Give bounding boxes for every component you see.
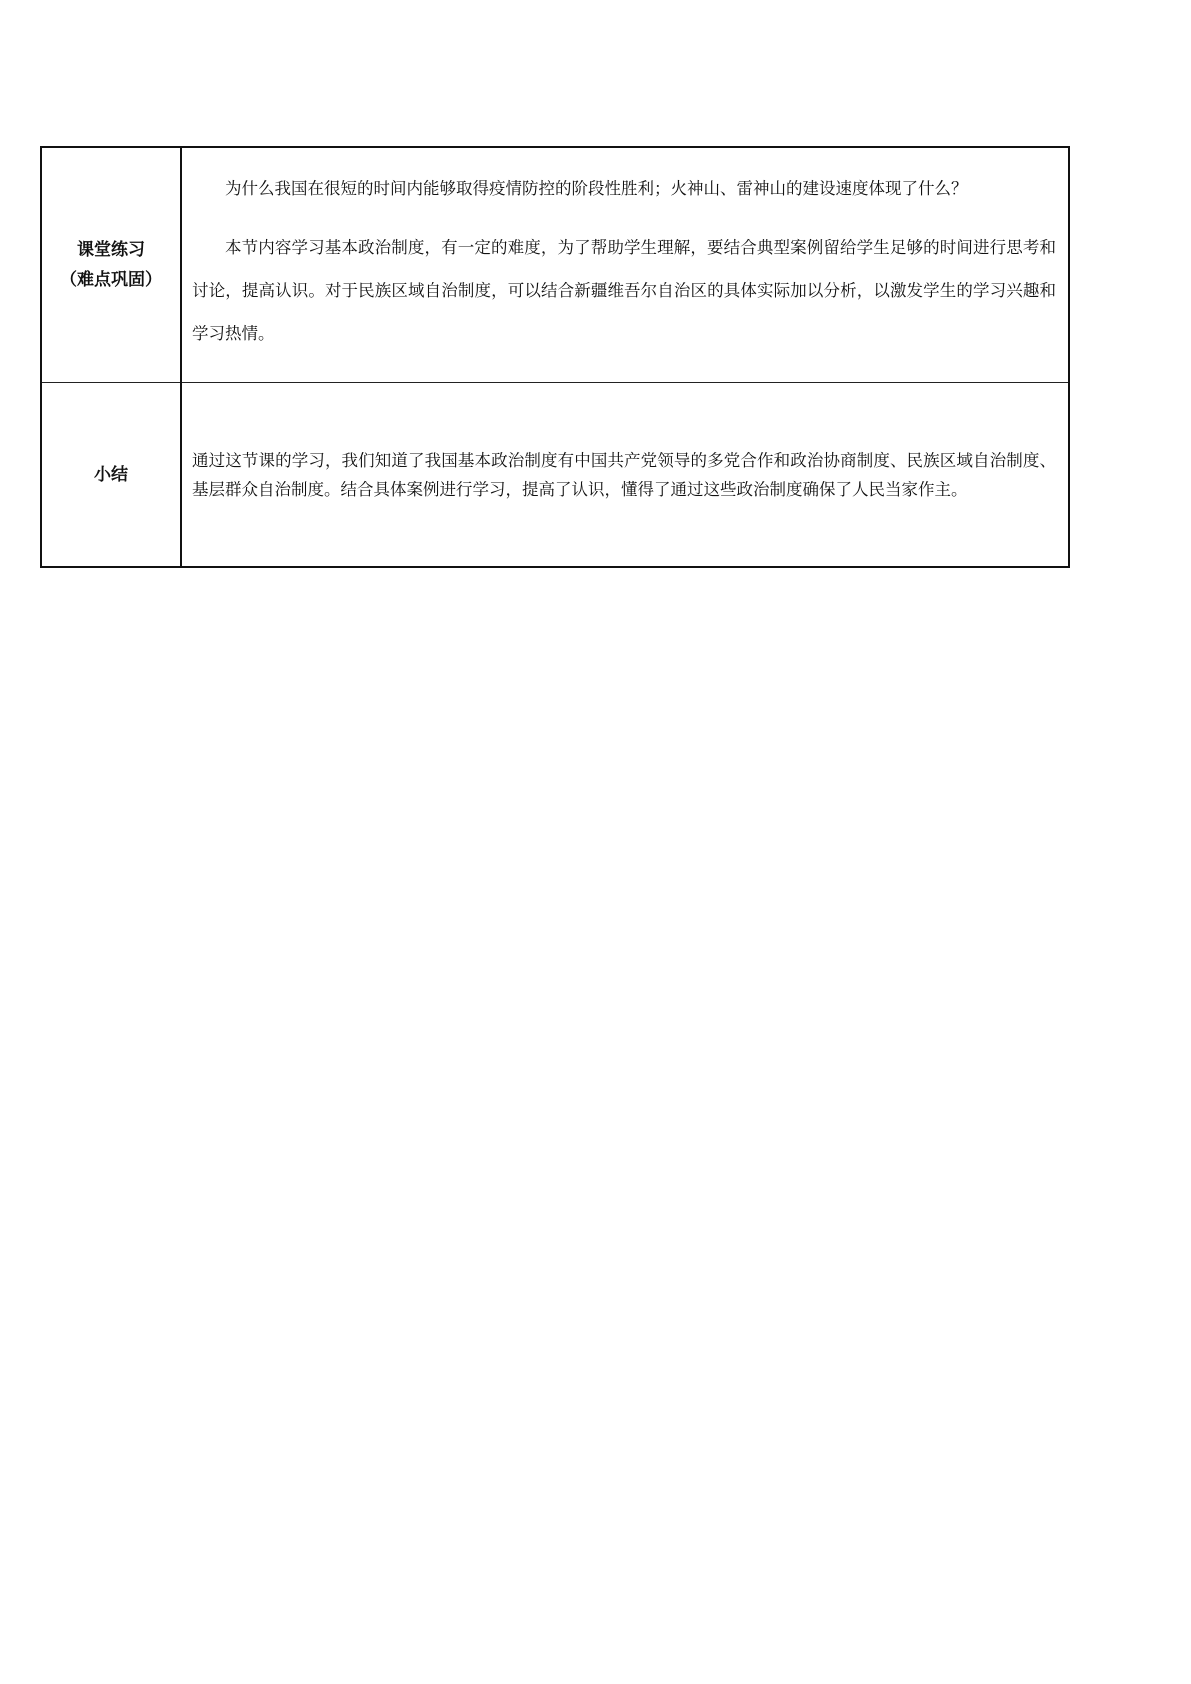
row-label-summary	[41, 383, 181, 568]
table-row-summary	[41, 383, 1069, 568]
row-label-title: 课堂练习	[77, 240, 145, 260]
row-content-summary	[181, 383, 1069, 568]
exercise-question-paragraph: 为什么我国在很短的时间内能够取得疫情防控的阶段性胜利；火神山、雷神山的建设速度体现了什么？	[225, 179, 968, 198]
row-label-classroom-exercise	[41, 147, 181, 383]
table-row-classroom-exercise	[41, 147, 1069, 383]
row-label-subtitle: （难点巩固）	[60, 270, 162, 290]
row-content-classroom-exercise	[181, 147, 1069, 383]
summary-paragraph: 通过这节课的学习，我们知道了我国基本政治制度有中国共产党领导的多党合作和政治协商制度、民族区域自治制度、基层群众自治制度。结合具体案例进行学习，提高了认识，懂得了通过这些政治制度确保了人民当家作主。	[192, 450, 1056, 499]
lesson-plan-table	[40, 146, 1070, 568]
row-label-title: 小结	[94, 464, 128, 485]
exercise-note-paragraph: 本节内容学习基本政治制度，有一定的难度，为了帮助学生理解，要结合典型案例留给学生足够的时间进行思考和讨论，提高认识。对于民族区域自治制度，可以结合新疆维吾尔自治区的具体实际加以分析，以激发学生的学习兴趣和学习热情。	[192, 238, 1056, 343]
